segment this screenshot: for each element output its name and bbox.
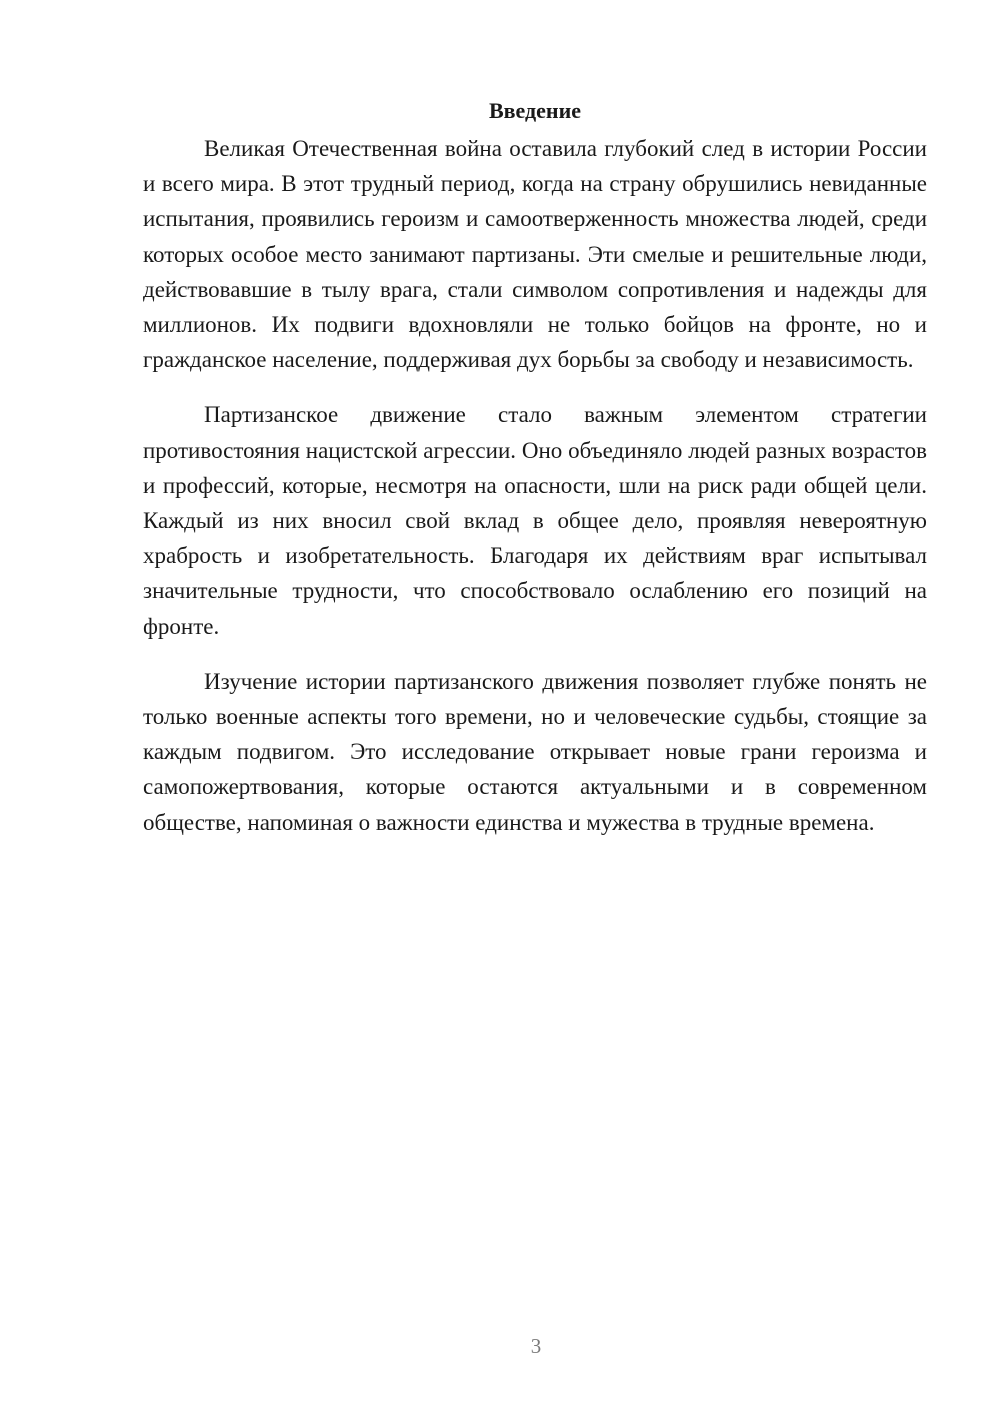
paragraph-1: Великая Отечественная война оставила глубокий след в истории России и всего мира. В этот трудный период, когда на страну обрушились невиданные испытания, проявились героизм и самоотверженность множества людей, среди которых особое место занимают партизаны. Эти смелые и решительные люди, действовавшие в тылу врага, стали символом сопротивления и надежды для миллионов. Их подвиги вдохновляли не только бойцов на фронте, но и гражданское население, поддерживая дух борьбы за свободу и независимость. xyxy=(143,136,927,373)
section-title: Введение xyxy=(488,98,582,123)
page-body xyxy=(143,96,927,860)
paragraph-3: Изучение истории партизанского движения позволяет глубже понять не только военные аспекты того времени, но и человеческие судьбы, стоящие за каждым подвигом. Это исследование открывает новые грани героизма и самопожертвования, которые остаются актуальными и в современном обществе, напоминая о важности единства и мужества в трудные времена. xyxy=(143,668,927,835)
page-number: 3 xyxy=(530,1334,542,1358)
paragraph-2: Партизанское движение стало важным элементом стратегии противостояния нацистской агрессии. Оно объединяло людей разных возрастов и профессий, которые, несмотря на опасности, шли на риск ради общей цели. Каждый из них вносил свой вклад в общее дело, проявляя невероятную храбрость и изобретательность. Благодаря их действиям враг испытывал значительные трудности, что способствовало ослаблению его позиций на фронте. xyxy=(143,402,927,639)
